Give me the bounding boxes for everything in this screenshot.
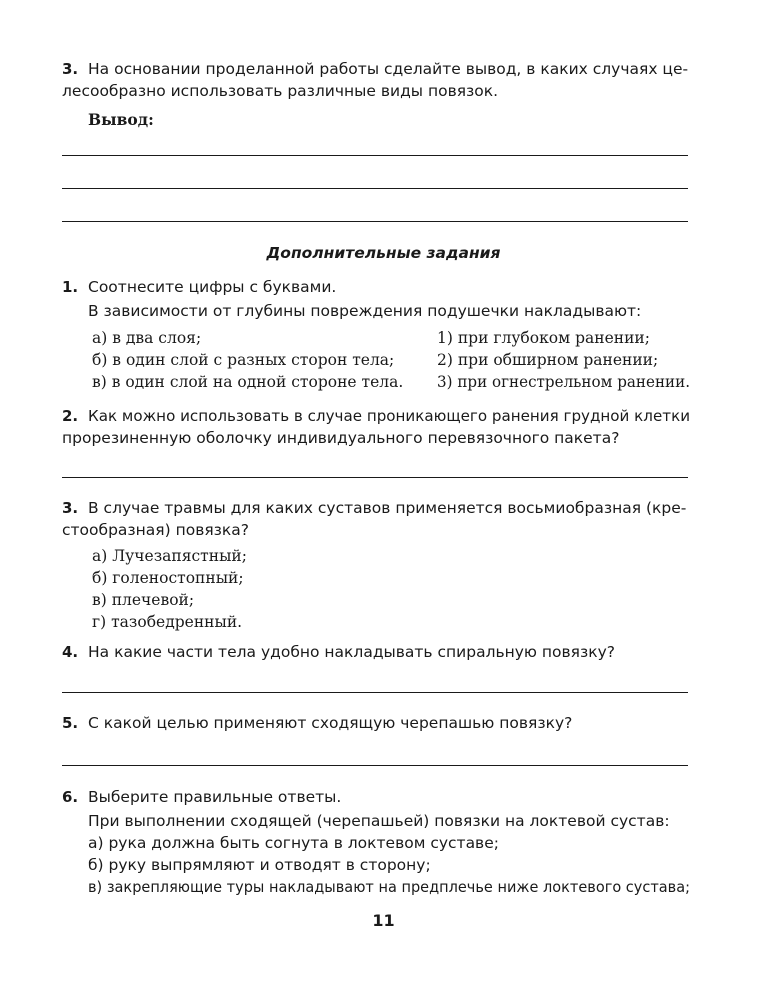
task-text-line: В случае травмы для каких суставов применяется восьмиобразная (кре-: [88, 499, 687, 517]
task-text-line: На какие части тела удобно накладывать спиральную повязку?: [88, 643, 615, 661]
task-title: Выберите правильные ответы.: [88, 788, 342, 806]
task-number: 2.: [62, 407, 79, 425]
task-text-line: лесообразно использовать различные виды повязок.: [62, 82, 499, 100]
page-number: 11: [372, 911, 395, 930]
conclusion-label: Вывод:: [88, 110, 154, 129]
task-number: 1.: [62, 278, 79, 296]
task-subtitle: При выполнении сходящей (черепашьей) повязки на локтевой сустав:: [88, 812, 670, 830]
match-left-item: в) в один слой на одной стороне тела.: [92, 373, 404, 391]
task-subtitle: В зависимости от глубины повреждения подушечки накладывают:: [88, 302, 642, 320]
task-text-line: На основании проделанной работы сделайте вывод, в каких случаях це-: [88, 60, 689, 78]
match-right-item: 1) при глубоком ранении;: [437, 329, 650, 347]
answer-option: г) тазобедренный.: [92, 613, 243, 631]
answer-option: в) плечевой;: [92, 591, 195, 609]
answer-line[interactable]: [62, 692, 688, 693]
match-left-item: б) в один слой с разных сторон тела;: [92, 351, 395, 369]
task-number: 4.: [62, 643, 79, 661]
answer-line[interactable]: [62, 221, 688, 222]
match-right-item: 2) при обширном ранении;: [437, 351, 659, 369]
task-title: Соотнесите цифры с буквами.: [88, 278, 337, 296]
match-left-item: а) в два слоя;: [92, 329, 202, 347]
task-number: 5.: [62, 714, 79, 732]
task-text-line: стообразная) повязка?: [62, 521, 249, 539]
answer-option: б) руку выпрямляют и отводят в сторону;: [88, 856, 431, 874]
answer-option: б) голеностопный;: [92, 569, 244, 587]
answer-option: в) закрепляющие туры накладывают на предплечье ниже локтевого сустава;: [88, 878, 691, 896]
answer-line[interactable]: [62, 477, 688, 478]
task-number: 3.: [62, 60, 79, 78]
task-text-line: С какой целью применяют сходящую черепашью повязку?: [88, 714, 573, 732]
section-heading: Дополнительные задания: [266, 244, 501, 262]
answer-option: а) Лучезапястный;: [92, 547, 247, 565]
answer-line[interactable]: [62, 188, 688, 189]
answer-option: а) рука должна быть согнута в локтевом суставе;: [88, 834, 499, 852]
task-text-line: прорезиненную оболочку индивидуального перевязочного пакета?: [62, 429, 620, 447]
answer-line[interactable]: [62, 765, 688, 766]
task-text-line: Как можно использовать в случае проникающего ранения грудной клетки: [88, 407, 691, 425]
task-number: 3.: [62, 499, 79, 517]
task-number: 6.: [62, 788, 79, 806]
answer-line[interactable]: [62, 155, 688, 156]
match-right-item: 3) при огнестрельном ранении.: [437, 373, 691, 391]
